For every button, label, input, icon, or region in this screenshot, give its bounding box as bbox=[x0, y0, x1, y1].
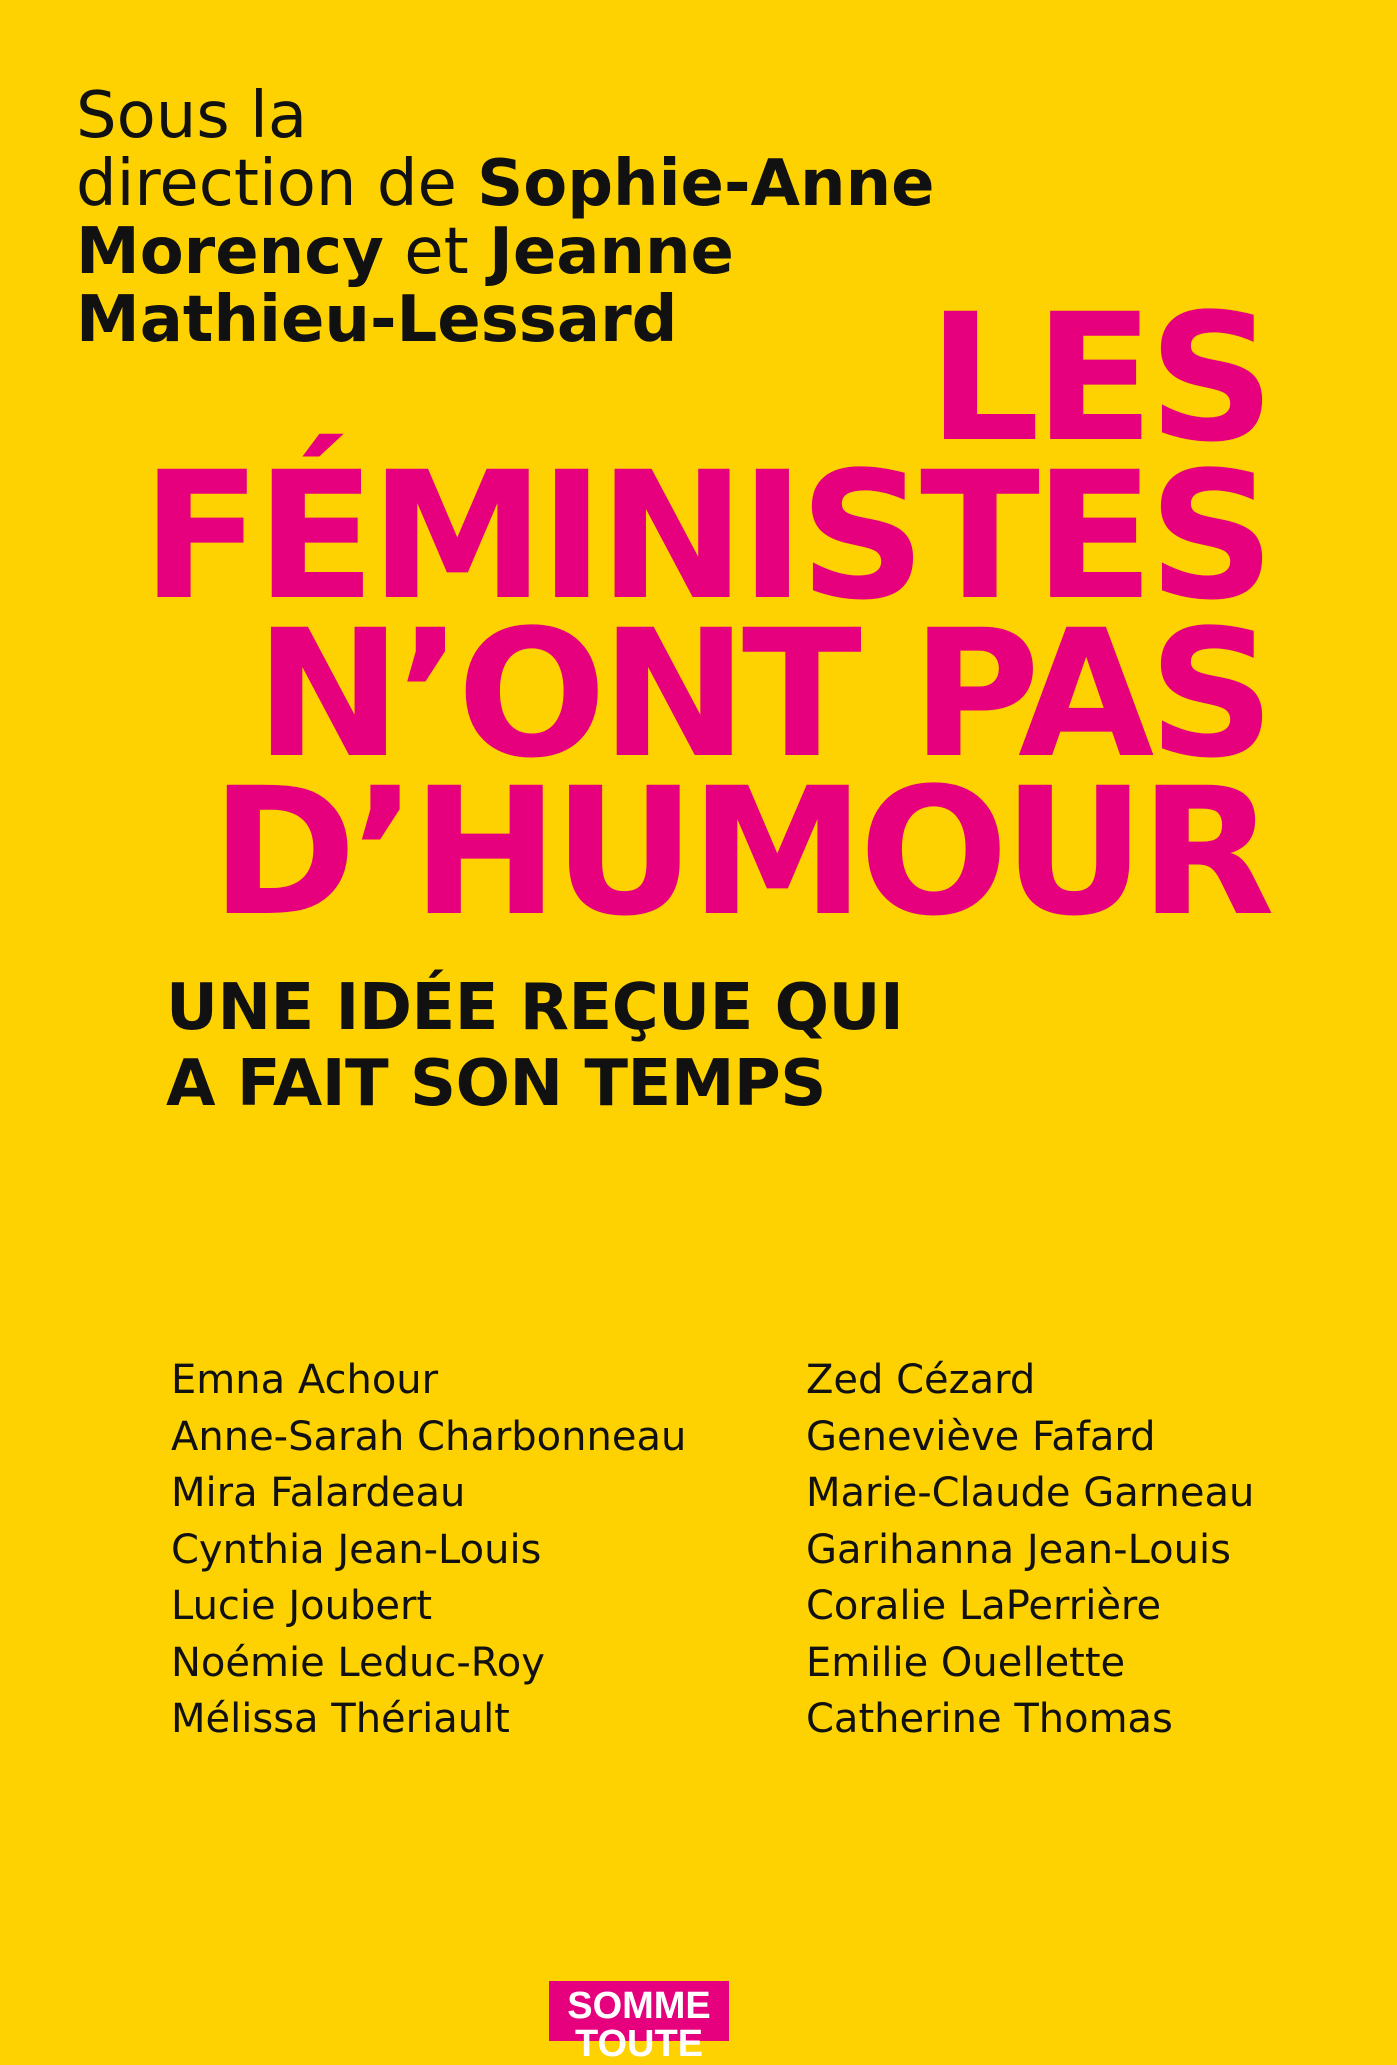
editor-1-last-name: Morency bbox=[76, 215, 384, 289]
editor-1-first-name: Sophie-Anne bbox=[477, 147, 935, 221]
editors-prefix-2: direction de bbox=[76, 147, 457, 221]
contributor-name: Emna Achour bbox=[171, 1357, 439, 1403]
publisher-logo bbox=[549, 1981, 729, 2065]
contributor-name: Cynthia Jean-Louis bbox=[171, 1526, 542, 1573]
contributor-name: Mélissa Thériault bbox=[171, 1696, 510, 1742]
contributor-name: Geneviève Fafard bbox=[806, 1413, 1156, 1460]
editors-line-1 bbox=[76, 79, 1116, 153]
title-line-4: D’HUMOUR bbox=[210, 750, 1269, 955]
contributor-name: Lucie Joubert bbox=[171, 1583, 433, 1629]
subtitle-line-2: A FAIT SON TEMPS bbox=[166, 1047, 826, 1121]
editor-2-last-name: Mathieu-Lessard bbox=[76, 283, 678, 357]
editors-line-2 bbox=[76, 147, 1116, 221]
editors-conjunction: et bbox=[404, 215, 469, 289]
editor-2-first-name: Jeanne bbox=[489, 215, 734, 289]
contributor-name: Coralie LaPerrière bbox=[806, 1583, 1162, 1629]
contributors-right-column bbox=[806, 1352, 1254, 1748]
publisher-logo-line-1: SOMME bbox=[567, 1985, 711, 2027]
editors-prefix: Sous la bbox=[76, 79, 308, 153]
contributor-name: Marie-Claude Garneau bbox=[806, 1470, 1255, 1516]
contributor-name: Emilie Ouellette bbox=[806, 1639, 1126, 1686]
contributor-name: Garihanna Jean-Louis bbox=[806, 1526, 1231, 1573]
book-title bbox=[141, 276, 1269, 955]
book-subtitle bbox=[166, 970, 903, 1122]
contributor-name: Catherine Thomas bbox=[806, 1696, 1173, 1742]
contributor-name: Mira Falardeau bbox=[171, 1470, 466, 1516]
subtitle-line-1: UNE IDÉE REÇUE QUI bbox=[166, 971, 904, 1045]
title-line-2: FÉMINISTES bbox=[141, 434, 1269, 639]
publisher-logo-line-2: TOUTE bbox=[574, 2023, 704, 2065]
contributors-left-column bbox=[171, 1352, 686, 1748]
contributor-name: Anne-Sarah Charbonneau bbox=[171, 1413, 687, 1460]
contributor-name: Zed Cézard bbox=[806, 1357, 1036, 1403]
contributor-name: Noémie Leduc-Roy bbox=[171, 1639, 545, 1686]
title-line-3: N’ONT PAS bbox=[254, 592, 1269, 797]
title-line-1: LES bbox=[927, 276, 1269, 481]
